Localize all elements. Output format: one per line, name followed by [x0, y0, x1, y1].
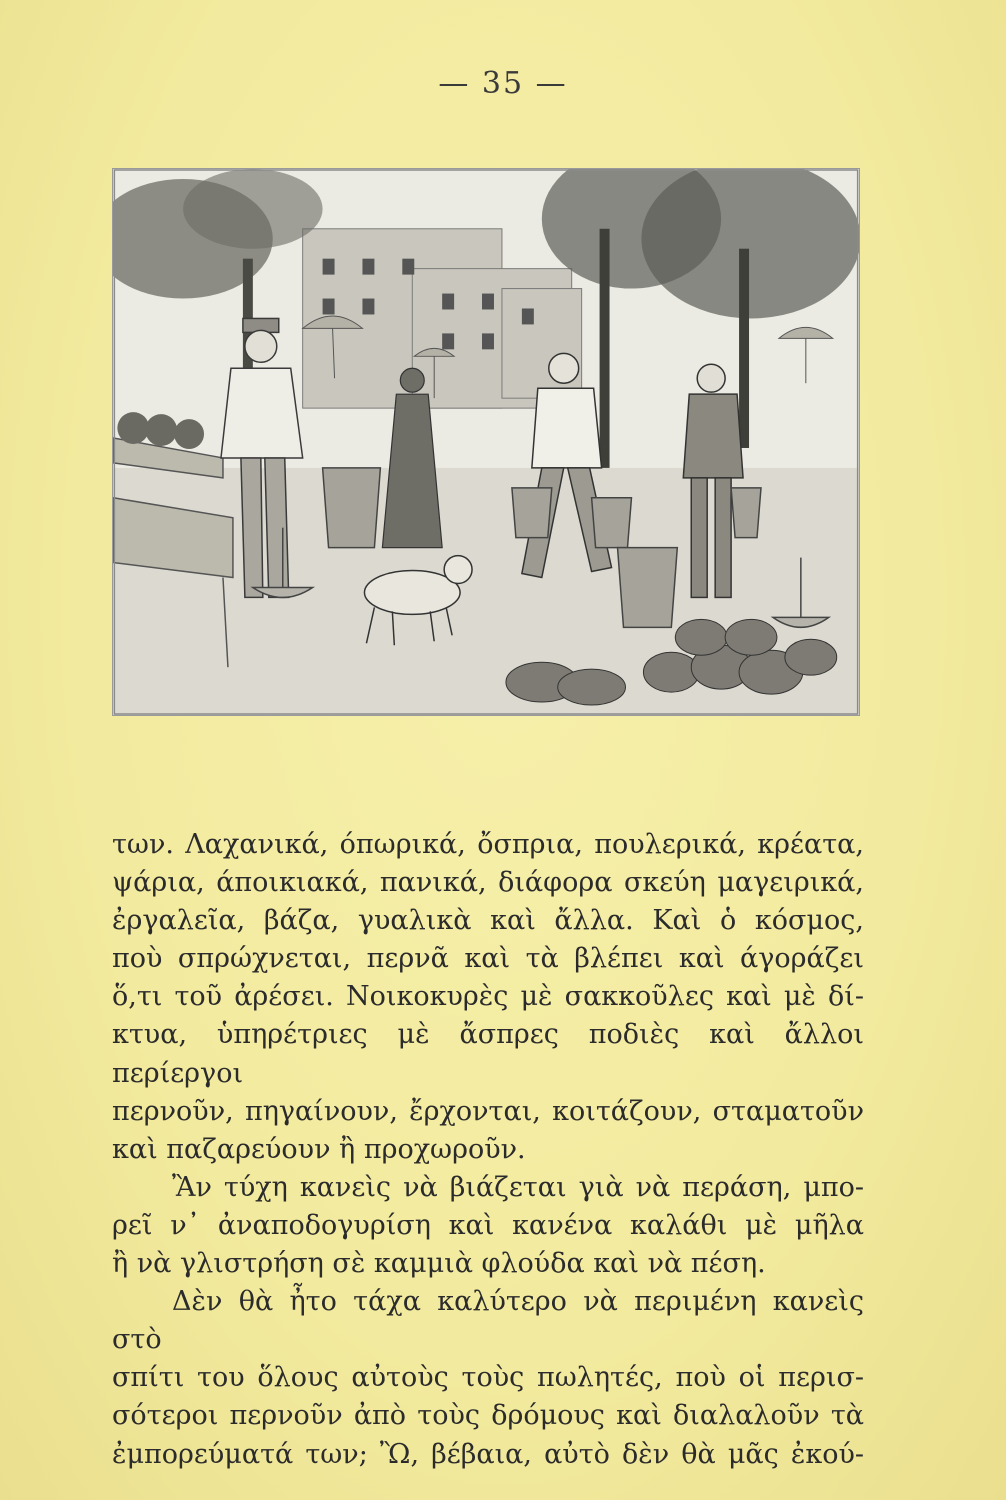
body-text	[112, 826, 864, 1474]
text-line: των. Λαχανικά, όπωρικά, ὄσπρια, πουλερικά, κρέατα,	[112, 829, 864, 860]
text-line: ἢ νὰ γλιστρήση σὲ καμμιὰ φλούδα καὶ νὰ πέση.	[112, 1248, 766, 1280]
paragraph-2-end	[112, 1245, 864, 1283]
paragraph-3	[112, 1283, 864, 1473]
text-line: κτυα, ὑπηρέτριες μὲ ἄσπρες ποδιὲς καὶ ἄλλοι περίεργοι	[112, 1019, 864, 1089]
text-line: ρεῖ ν᾿ ἀναποδογυρίση καὶ κανένα καλάθι μὲ μῆλα	[112, 1209, 864, 1241]
text-line: ἐμπορεύματά των; Ὢ, βέβαια, αὐτὸ δὲν θὰ μᾶς ἐκού-	[112, 1438, 864, 1470]
paragraph-1-end	[112, 1131, 864, 1169]
text-line: ὅ,τι τοῦ ἀρέσει. Νοικοκυρὲς μὲ σακκοῦλες καὶ μὲ δί-	[112, 981, 864, 1013]
text-line: περνοῦν, πηγαίνουν, ἔρχονται, κοιτάζουν, σταματοῦν	[112, 1095, 864, 1127]
text-line: ποὺ σπρώχνεται, περνᾶ καὶ τὰ βλέπει καὶ άγοράζει	[112, 943, 864, 975]
text-line: Δὲν θὰ ἦτο τάχα καλύτερο νὰ περιμένη κανεὶς στὸ	[112, 1286, 864, 1356]
text-line: Ἂν τύχη κανεὶς νὰ βιάζεται γιὰ νὰ περάση, μπο-	[172, 1171, 864, 1203]
text-line: σότεροι περνοῦν ἀπὸ τοὺς δρόμους καὶ διαλαλοῦν τὰ	[112, 1400, 864, 1432]
market-illustration	[112, 168, 860, 716]
text-line: σπίτι του ὅλους αὐτοὺς τοὺς πωλητές, ποὺ οἱ περισ-	[112, 1362, 864, 1394]
page-number: — 35 —	[438, 66, 568, 101]
text-line: ἐργαλεῖα, βάζα, γυαλικὰ καὶ ἄλλα. Καὶ ὁ κόσμος,	[112, 905, 864, 937]
text-line: καὶ παζαρεύουν ἢ προχωροῦν.	[112, 1133, 526, 1165]
paragraph-1	[112, 826, 864, 1131]
paragraph-2	[112, 1169, 864, 1245]
text-line: ψάρια, άποικιακά, πανικά, διάφορα σκεύη μαγειρικά,	[112, 867, 864, 899]
